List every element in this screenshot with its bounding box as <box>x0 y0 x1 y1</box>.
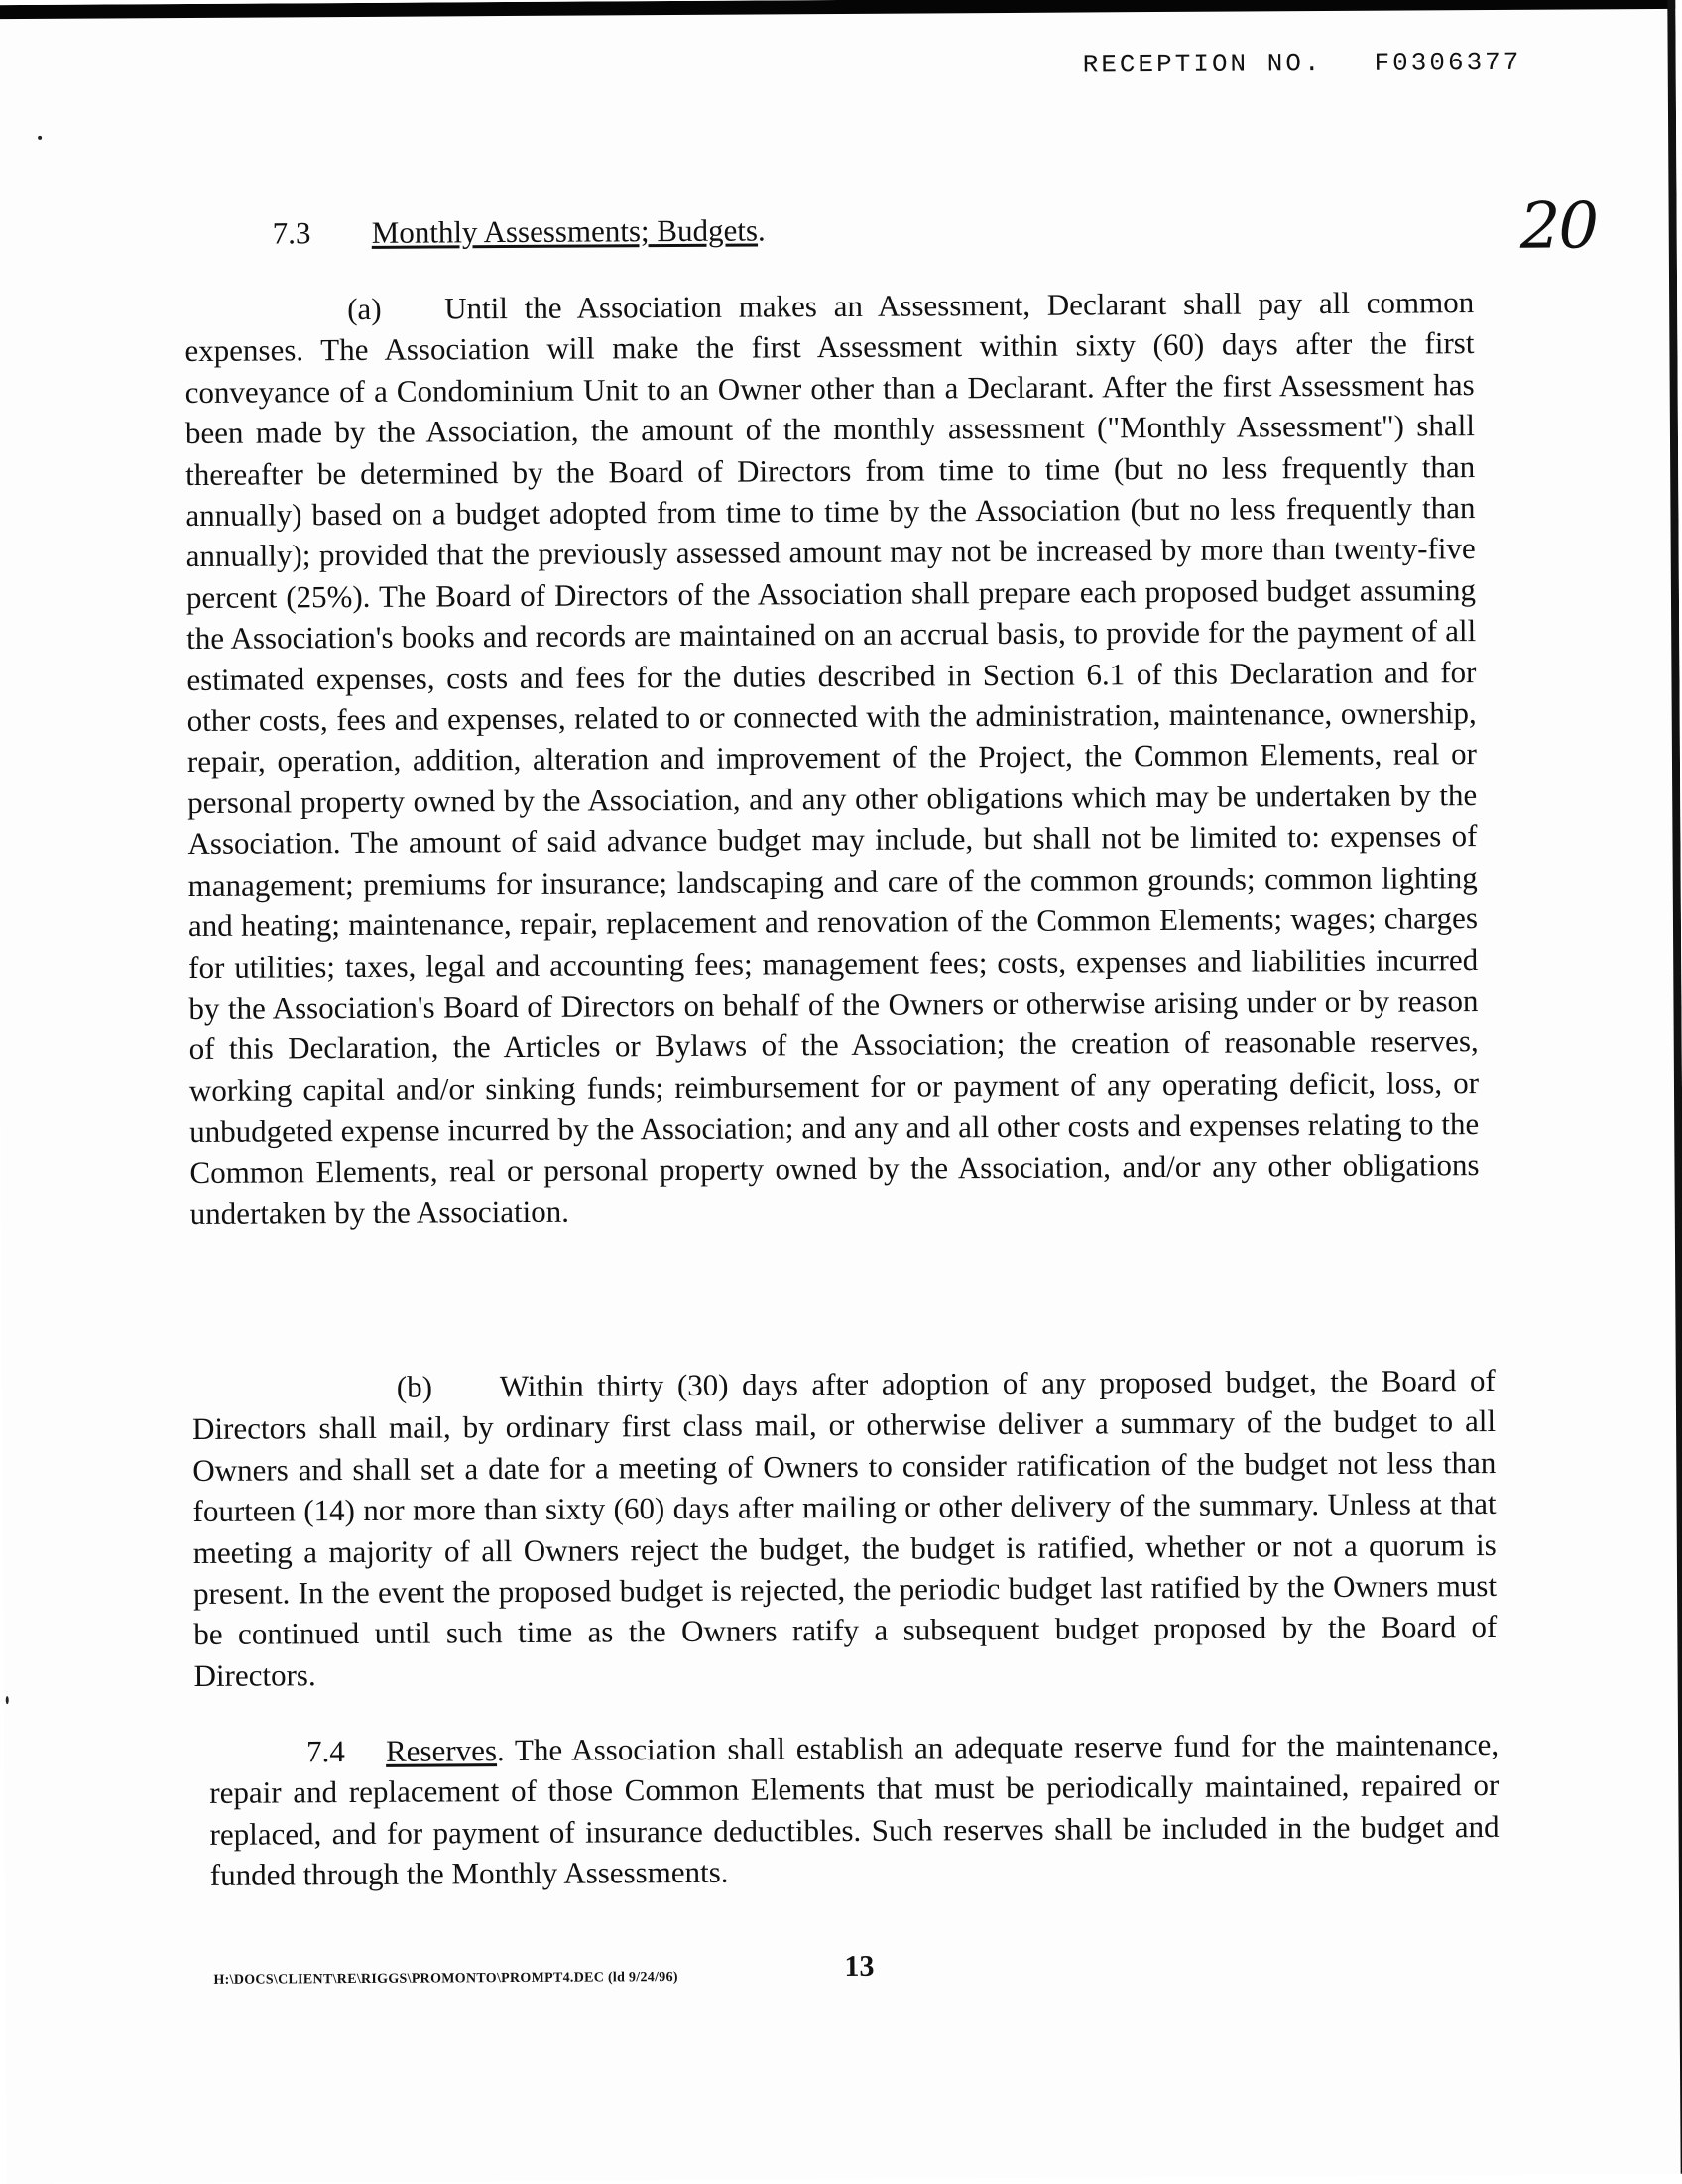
paragraph-text: . The Association shall establish an adequate reserve fund for the maintenance, repair and replacement of those Common Elements that must be periodically maintained, repaired or replaced, and for payment of insurance deductibles. Such reserves shall be included in the budget and funded through the Monthly Assessments. <box>209 1726 1500 1893</box>
scan-top-border <box>0 0 1675 19</box>
section-number: 7.4 <box>305 1734 345 1769</box>
paragraph-text: Within thirty (30) days after adoption of any proposed budget, the Board of Directors shall mail, by ordinary first class mail, or otherwise deliver a summary of the budget to all Owners and shall set a date for a meeting of Owners to consider ratification of the budget not less than fourteen (14) nor more than sixty (60) days after mailing or other delivery of the summary. Unless at that meeting a majority of all Owners reject the budget, the budget is ratified, whether or not a quorum is present. In the event the proposed budget is rejected, the periodic budget last ratified by the Owners must be continued until such time as the Owners ratify a subsequent budget proposed by the Board of Directors. <box>191 1362 1498 1693</box>
section-number: 7.3 <box>272 215 311 251</box>
scan-speck <box>6 1696 9 1704</box>
paragraph-b <box>192 1360 1498 1696</box>
paragraph-label: (b) <box>396 1369 433 1404</box>
handwritten-page-number: 20 <box>1519 189 1598 264</box>
reception-label: RECEPTION NO. <box>1082 49 1323 80</box>
paragraph-a <box>184 282 1480 1234</box>
paragraph-text: Until the Association makes an Assessment, Declarant shall pay all common expenses. The Association will make the first Assessment within sixty (60) days after the first conveyance of a Condominium Unit to an Owner other than a Declarant. After the first Assessment has been made by the Association, the amount of the monthly assessment ("Monthly Assessment") shall thereafter be determined by the Board of Directors from time to time (but no less frequently than annually) based on a budget adopted from time to time by the Association (but no less frequently than annually); provided that the previously assessed amount may not be increased by more than twenty-five percent (25%). The Board of Directors of the Association shall prepare each proposed budget assuming the Association's books and records are maintained on an accrual basis, to provide for the payment of all estimated expenses, costs and fees for the duties described in Section 6.1 of this Declaration and for other costs, fees and expenses, related to or connected with the administration, maintenance, ownership, repair, operation, addition, alteration and improvement of the Project, the Common Elements, real or personal property owned by the Association, and any other obligations which may be undertaken by the Association. The amount of said advance budget may include, but shall not be limited to: expenses of management; premiums for insurance; landscaping and care of the common grounds; common lighting and heating; maintenance, repair, replacement and renovation of the Common Elements; wages; charges for utilities; taxes, legal and accounting fees; management fees; costs, expenses and liabilities incurred by the Association's Board of Directors on behalf of the Owners or otherwise arising under or by reason of this Declaration, the Articles or Bylaws of the Association; the creation of reasonable reserves, working capital and/or sinking funds; reimbursement for or payment of any operating deficit, loss, or unbudgeted expense incurred by the Association; and any and all other costs and expenses relating to the Common Elements, real or personal property owned by the Association, and/or any other obligations undertaken by the Association. <box>184 285 1480 1231</box>
reception-number: F0306377 <box>1374 47 1522 78</box>
section-7-3-heading <box>273 212 766 251</box>
section-7-4-paragraph <box>209 1724 1500 1896</box>
section-title: Monthly Assessments; Budgets <box>371 212 759 250</box>
paragraph-label: (a) <box>347 291 382 327</box>
section-title: Reserves <box>385 1733 498 1768</box>
section-title-period: . <box>757 212 766 248</box>
scan-right-border <box>1667 0 1682 2174</box>
scan-speck <box>38 136 42 140</box>
reception-stamp <box>1083 48 1522 80</box>
footer-file-path: H:\DOCS\CLIENT\RE\RIGGS\PROMONTO\PROMPT4.DEC (ld 9/24/96) <box>213 1970 678 1988</box>
page-number: 13 <box>844 1949 875 1983</box>
